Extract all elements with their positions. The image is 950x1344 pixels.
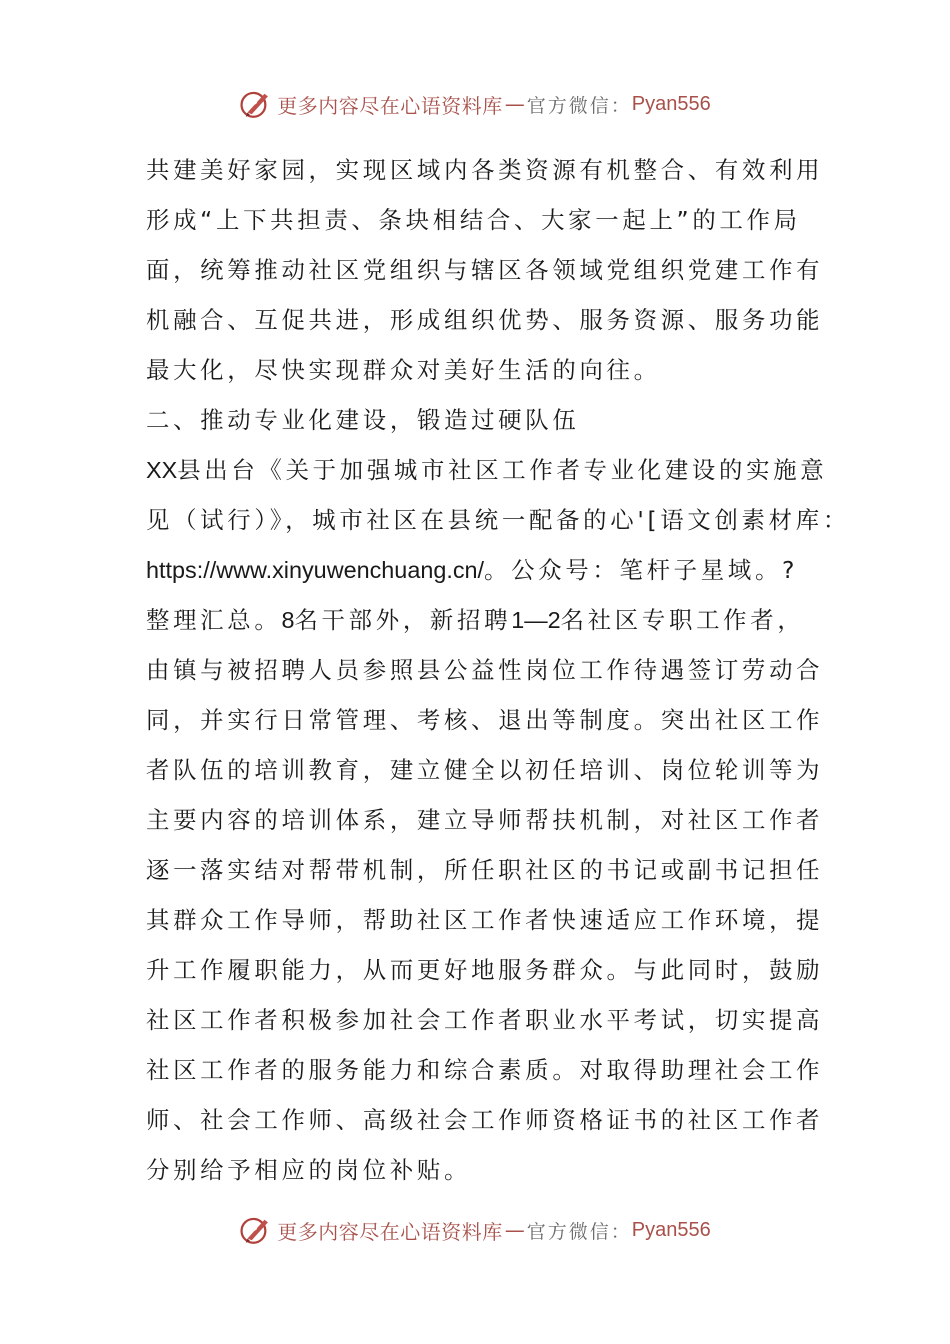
paragraph-line: 社区工作者的服务能力和综合素质。对取得助理社会工作: [146, 1056, 824, 1084]
county-prefix: XX: [146, 457, 178, 483]
wechat-label: 官方微信：: [526, 94, 632, 117]
paragraph-line: 最大化，尽快实现群众对美好生活的向往。: [146, 356, 661, 384]
document-body: [146, 145, 850, 1195]
number-text: 8: [281, 607, 295, 633]
paragraph-line: 机融合、互促共进，形成组织优势、服务资源、服务功能: [146, 306, 824, 334]
paragraph-line: 面，统筹推动社区党组织与辖区各领域党组织党建工作有: [146, 256, 824, 284]
paragraph-line: 分别给予相应的岗位补贴。: [146, 1156, 472, 1184]
paragraph-line: 共建美好家园，实现区域内各类资源有机整合、有效利用: [146, 156, 824, 184]
paragraph-line: 形成“上下共担责、条块相结合、大家一起上”的工作局: [146, 206, 801, 234]
number-text: 1—2: [511, 607, 561, 633]
paragraph-line: [146, 545, 816, 595]
footer-banner: [0, 1210, 950, 1250]
paragraph-line: 升工作履职能力，从而更好地服务群众。与此同时，鼓励: [146, 956, 824, 984]
paragraph-line: 逐一落实结对帮带机制，所任职社区的书记或副书记担任: [146, 856, 824, 884]
line-text: 名干部外，新招聘: [294, 606, 512, 634]
line-text: 整理汇总。: [146, 606, 282, 634]
paragraph-line: 者队伍的培训教育，建立健全以初任培训、岗位轮训等为: [146, 756, 824, 784]
banner-text: 更多内容尽在心语资料库: [277, 93, 503, 118]
banner-text: 更多内容尽在心语资料库: [277, 1219, 503, 1244]
paragraph-line: 社区工作者积极参加社会工作者职业水平考试，切实提高: [146, 1006, 824, 1034]
paragraph-line: 师、社会工作师、高级社会工作师资格证书的社区工作者: [146, 1106, 824, 1134]
header-banner: [0, 84, 950, 124]
banner-dash: —: [504, 92, 525, 116]
wechat-id: Pyan556: [631, 1218, 711, 1241]
pen-logo-icon: [239, 87, 273, 121]
website-url[interactable]: https://www.xinyuwenchuang.cn/: [146, 557, 485, 583]
paragraph-line: 见（试行）》，城市社区在县统一配备的心'[语文创素材库：: [146, 506, 850, 534]
line-text: 县出台《关于加强城市社区工作者专业化建设的实施意: [177, 456, 828, 484]
wechat-id: Pyan556: [631, 92, 711, 115]
section-heading: 二、推动专业化建设，锻造过硬队伍: [146, 406, 580, 434]
paragraph-line: [146, 445, 828, 495]
paragraph-line: 由镇与被招聘人员参照县公益性岗位工作待遇签订劳动合: [146, 656, 824, 684]
pen-logo-icon: [239, 1213, 273, 1247]
wechat-label: 官方微信：: [526, 1220, 632, 1243]
line-text: 。公众号：笔杆子星域。?: [484, 556, 799, 584]
paragraph-line: 同，并实行日常管理、考核、退出等制度。突出社区工作: [146, 706, 824, 734]
paragraph-line: 其群众工作导师，帮助社区工作者快速适应工作环境，提: [146, 906, 824, 934]
paragraph-line: 主要内容的培训体系，建立导师帮扶机制，对社区工作者: [146, 806, 824, 834]
line-text: 名社区专职工作者，: [560, 606, 805, 634]
banner-dash: —: [504, 1218, 525, 1242]
paragraph-line: [146, 595, 816, 645]
